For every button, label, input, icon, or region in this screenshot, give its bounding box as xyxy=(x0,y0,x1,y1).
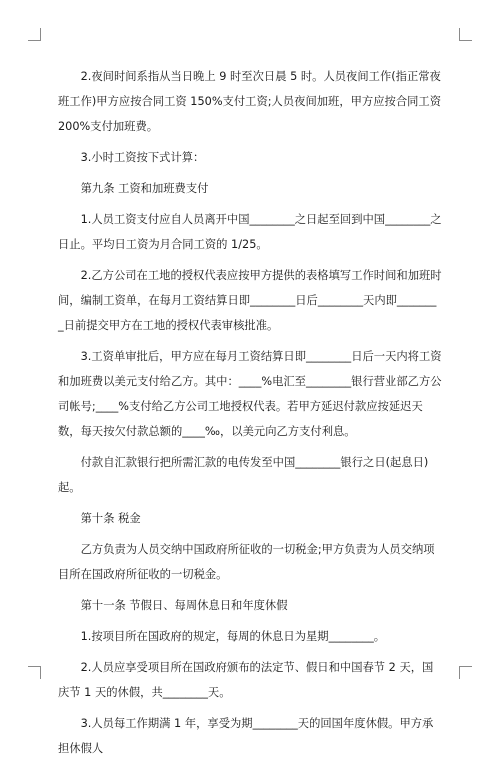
corner-mark-bottom-right xyxy=(459,666,472,679)
corner-mark-top-right xyxy=(459,28,472,41)
corner-mark-bottom-left xyxy=(28,666,41,679)
corner-mark-top-left xyxy=(28,28,41,41)
paragraph-value-date: 付款自汇款银行把所需汇款的电传发至中国________银行之日(起息日)起。 xyxy=(58,456,429,494)
paragraph-timesheet: 2.乙方公司在工地的授权代表应按甲方提供的表格填写工作时间和加班时间，编制工资单，在每月工资结算日即________日后________天内即________日前提交甲方在工地的授权代表审核批准。 xyxy=(58,269,442,332)
paragraph-payment: 3.工资单审批后，甲方应在每月工资结算日即________日后一天内将工资和加班费以美元支付给乙方。其中：____%电汇至________银行营业部乙方公司帐号;____%支付给乙方公司工地授权代表。若甲方延迟付款应按延迟天数，每天按欠付款总额的____‰，以美元向乙方支付利息。 xyxy=(58,350,442,438)
paragraph-annual-leave: 3.人员每工作期满 1 年，享受为期________天的回国年度休假。甲方承担休假人 xyxy=(58,717,434,755)
paragraph-wage-period: 1.人员工资支付应自人员离开中国________之日起至回到中国________之日止。平均日工资为月合同工资的 1/25。 xyxy=(58,213,442,251)
paragraph-hourly-wage: 3.小时工资按下式计算： xyxy=(80,151,205,164)
document-body xyxy=(58,64,442,767)
paragraph-holidays: 2.人员应享受项目所在国政府颁布的法定节、假日和中国春节 2 天，国庆节 1 天的休假，共________天。 xyxy=(58,661,434,699)
paragraph-taxes: 乙方负责为人员交纳中国政府所征收的一切税金;甲方负责为人员交纳项目所在国政府所征收的一切税金。 xyxy=(58,543,435,581)
paragraph-night-hours: 2.夜间时间系指从当日晚上 9 时至次日晨 5 时。人员夜间工作(指正常夜班工作)甲方应按合同工资 150%支付工资;人员夜间加班，甲方应按合同工资 200%支付加班费。 xyxy=(58,70,442,133)
paragraph-weekly-rest: 1.按项目所在国政府的规定，每周的休息日为星期________。 xyxy=(80,630,386,643)
heading-article-11: 第十一条 节假日、每周休息日和年度休假 xyxy=(80,599,288,612)
heading-article-9: 第九条 工资和加班费支付 xyxy=(80,182,209,195)
heading-article-10: 第十条 税金 xyxy=(80,512,141,525)
